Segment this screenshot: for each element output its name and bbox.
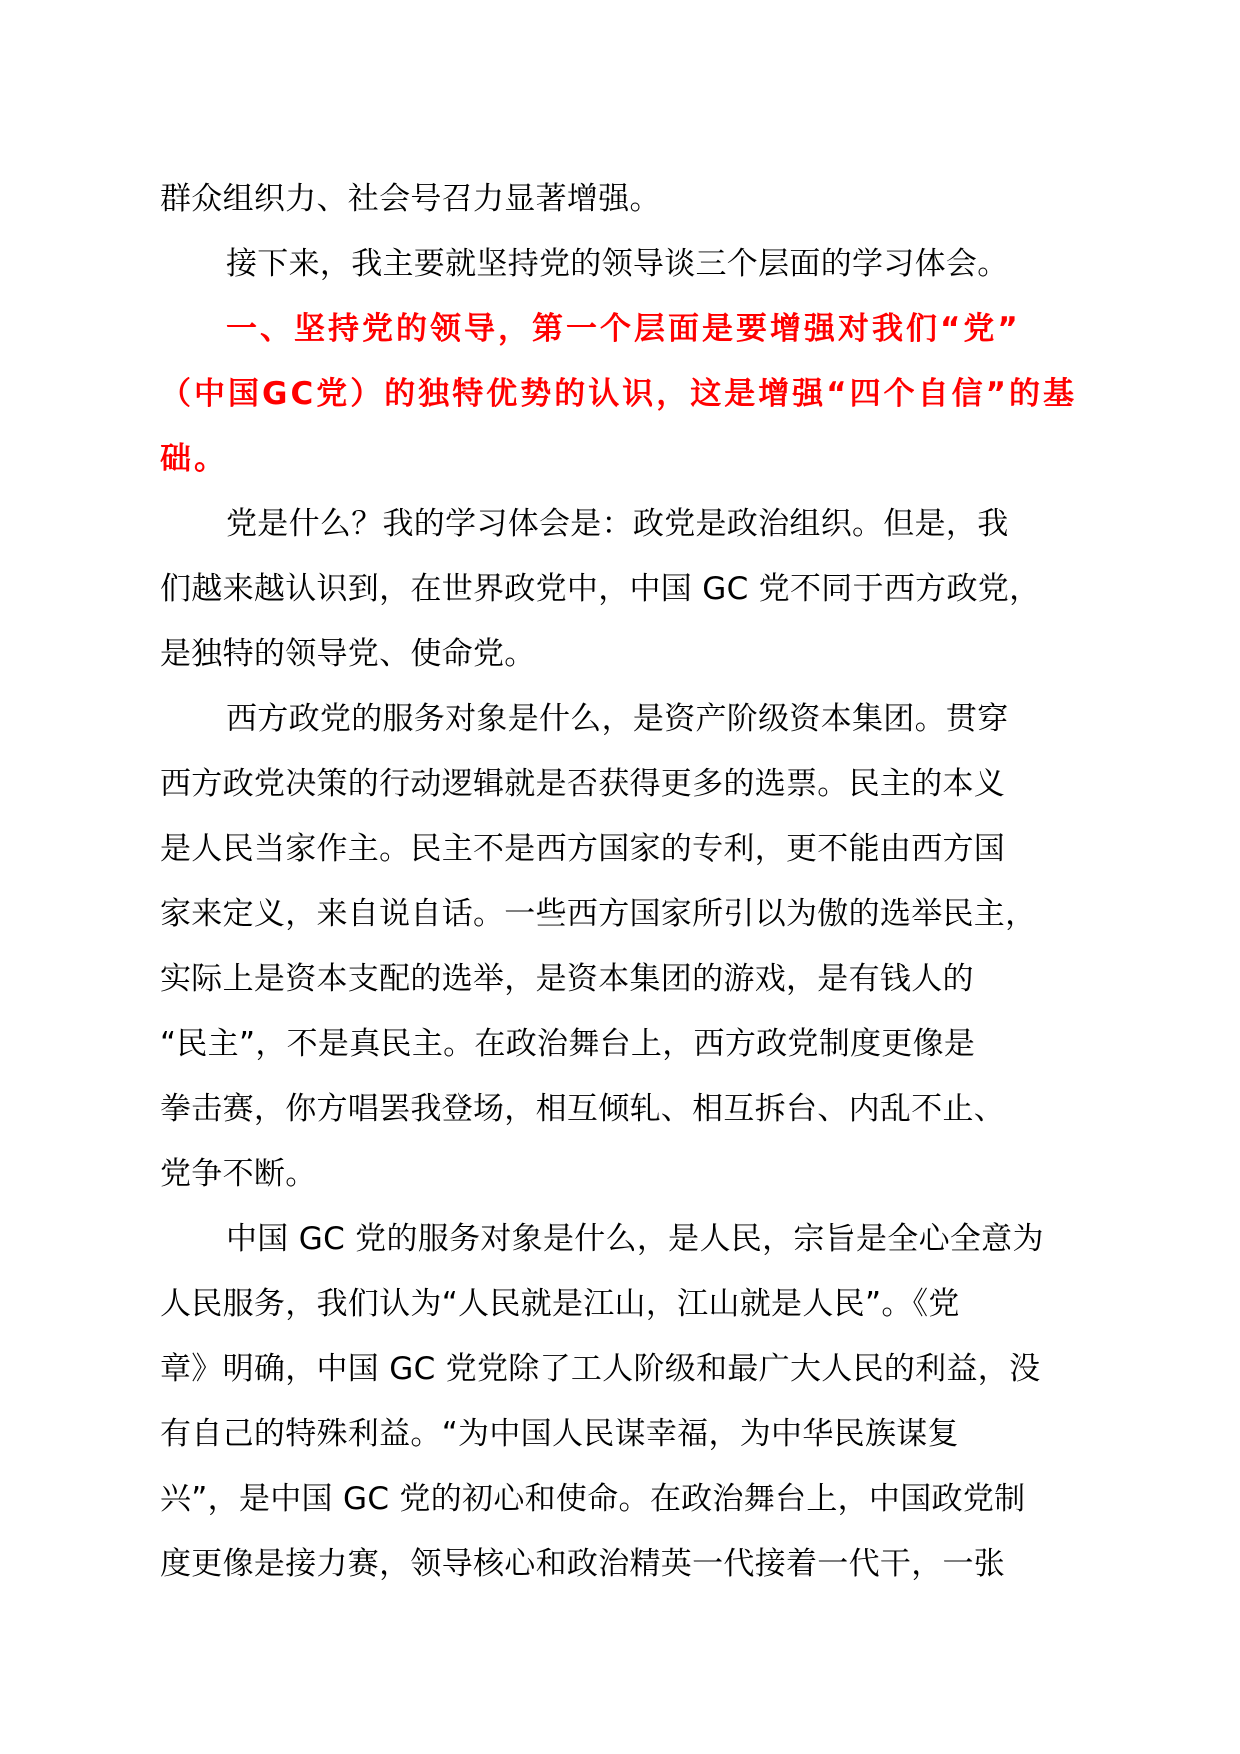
section-heading-line: 础。 — [160, 441, 228, 477]
text-line: 接下来，我主要就坚持党的领导谈三个层面的学习体会。 — [226, 246, 1009, 282]
text-line: 人民服务，我们认为“人民就是江山，江山就是人民”。《党 — [160, 1286, 960, 1322]
section-heading-line: 一、坚持党的领导，第一个层面是要增强对我们“党” — [226, 311, 1021, 347]
text-line: “民主”，不是真民主。在政治舞台上，西方政党制度更像是 — [160, 1026, 976, 1062]
text-line: 是人民当家作主。民主不是西方国家的专利，更不能由西方国 — [160, 831, 1006, 867]
text-line: 党争不断。 — [160, 1156, 317, 1192]
text-line: 中国 GC 党的服务对象是什么，是人民，宗旨是全心全意为 — [226, 1221, 1044, 1257]
document-body — [160, 167, 1090, 1597]
text-line: 章》明确，中国 GC 党党除了工人阶级和最广大人民的利益，没 — [160, 1351, 1041, 1387]
text-line: 家来定义，来自说自话。一些西方国家所引以为傲的选举民主， — [160, 896, 1037, 932]
text-line: 西方政党决策的行动逻辑就是否获得更多的选票。民主的本义 — [160, 766, 1006, 802]
text-line: 有自己的特殊利益。“为中国人民谋幸福，为中华民族谋复 — [160, 1416, 959, 1452]
section-heading-line: （中国GC党）的独特优势的认识，这是增强“四个自信”的基 — [160, 376, 1077, 412]
text-line: 度更像是接力赛，领导核心和政治精英一代接着一代干，一张 — [160, 1546, 1006, 1582]
text-line: 西方政党的服务对象是什么，是资产阶级资本集团。贯穿 — [226, 701, 1009, 737]
text-line: 拳击赛，你方唱罢我登场，相互倾轧、相互拆台、内乱不止、 — [160, 1091, 1006, 1127]
text-line: 党是什么？我的学习体会是：政党是政治组织。但是，我 — [226, 506, 1009, 542]
text-line: 兴”，是中国 GC 党的初心和使命。在政治舞台上，中国政党制 — [160, 1481, 1026, 1517]
text-line: 实际上是资本支配的选举，是资本集团的游戏，是有钱人的 — [160, 961, 974, 997]
text-line: 们越来越认识到，在世界政党中，中国 GC 党不同于西方政党， — [160, 571, 1041, 607]
text-line: 是独特的领导党、使命党。 — [160, 636, 536, 672]
text-line: 群众组织力、社会号召力显著增强。 — [160, 181, 661, 217]
